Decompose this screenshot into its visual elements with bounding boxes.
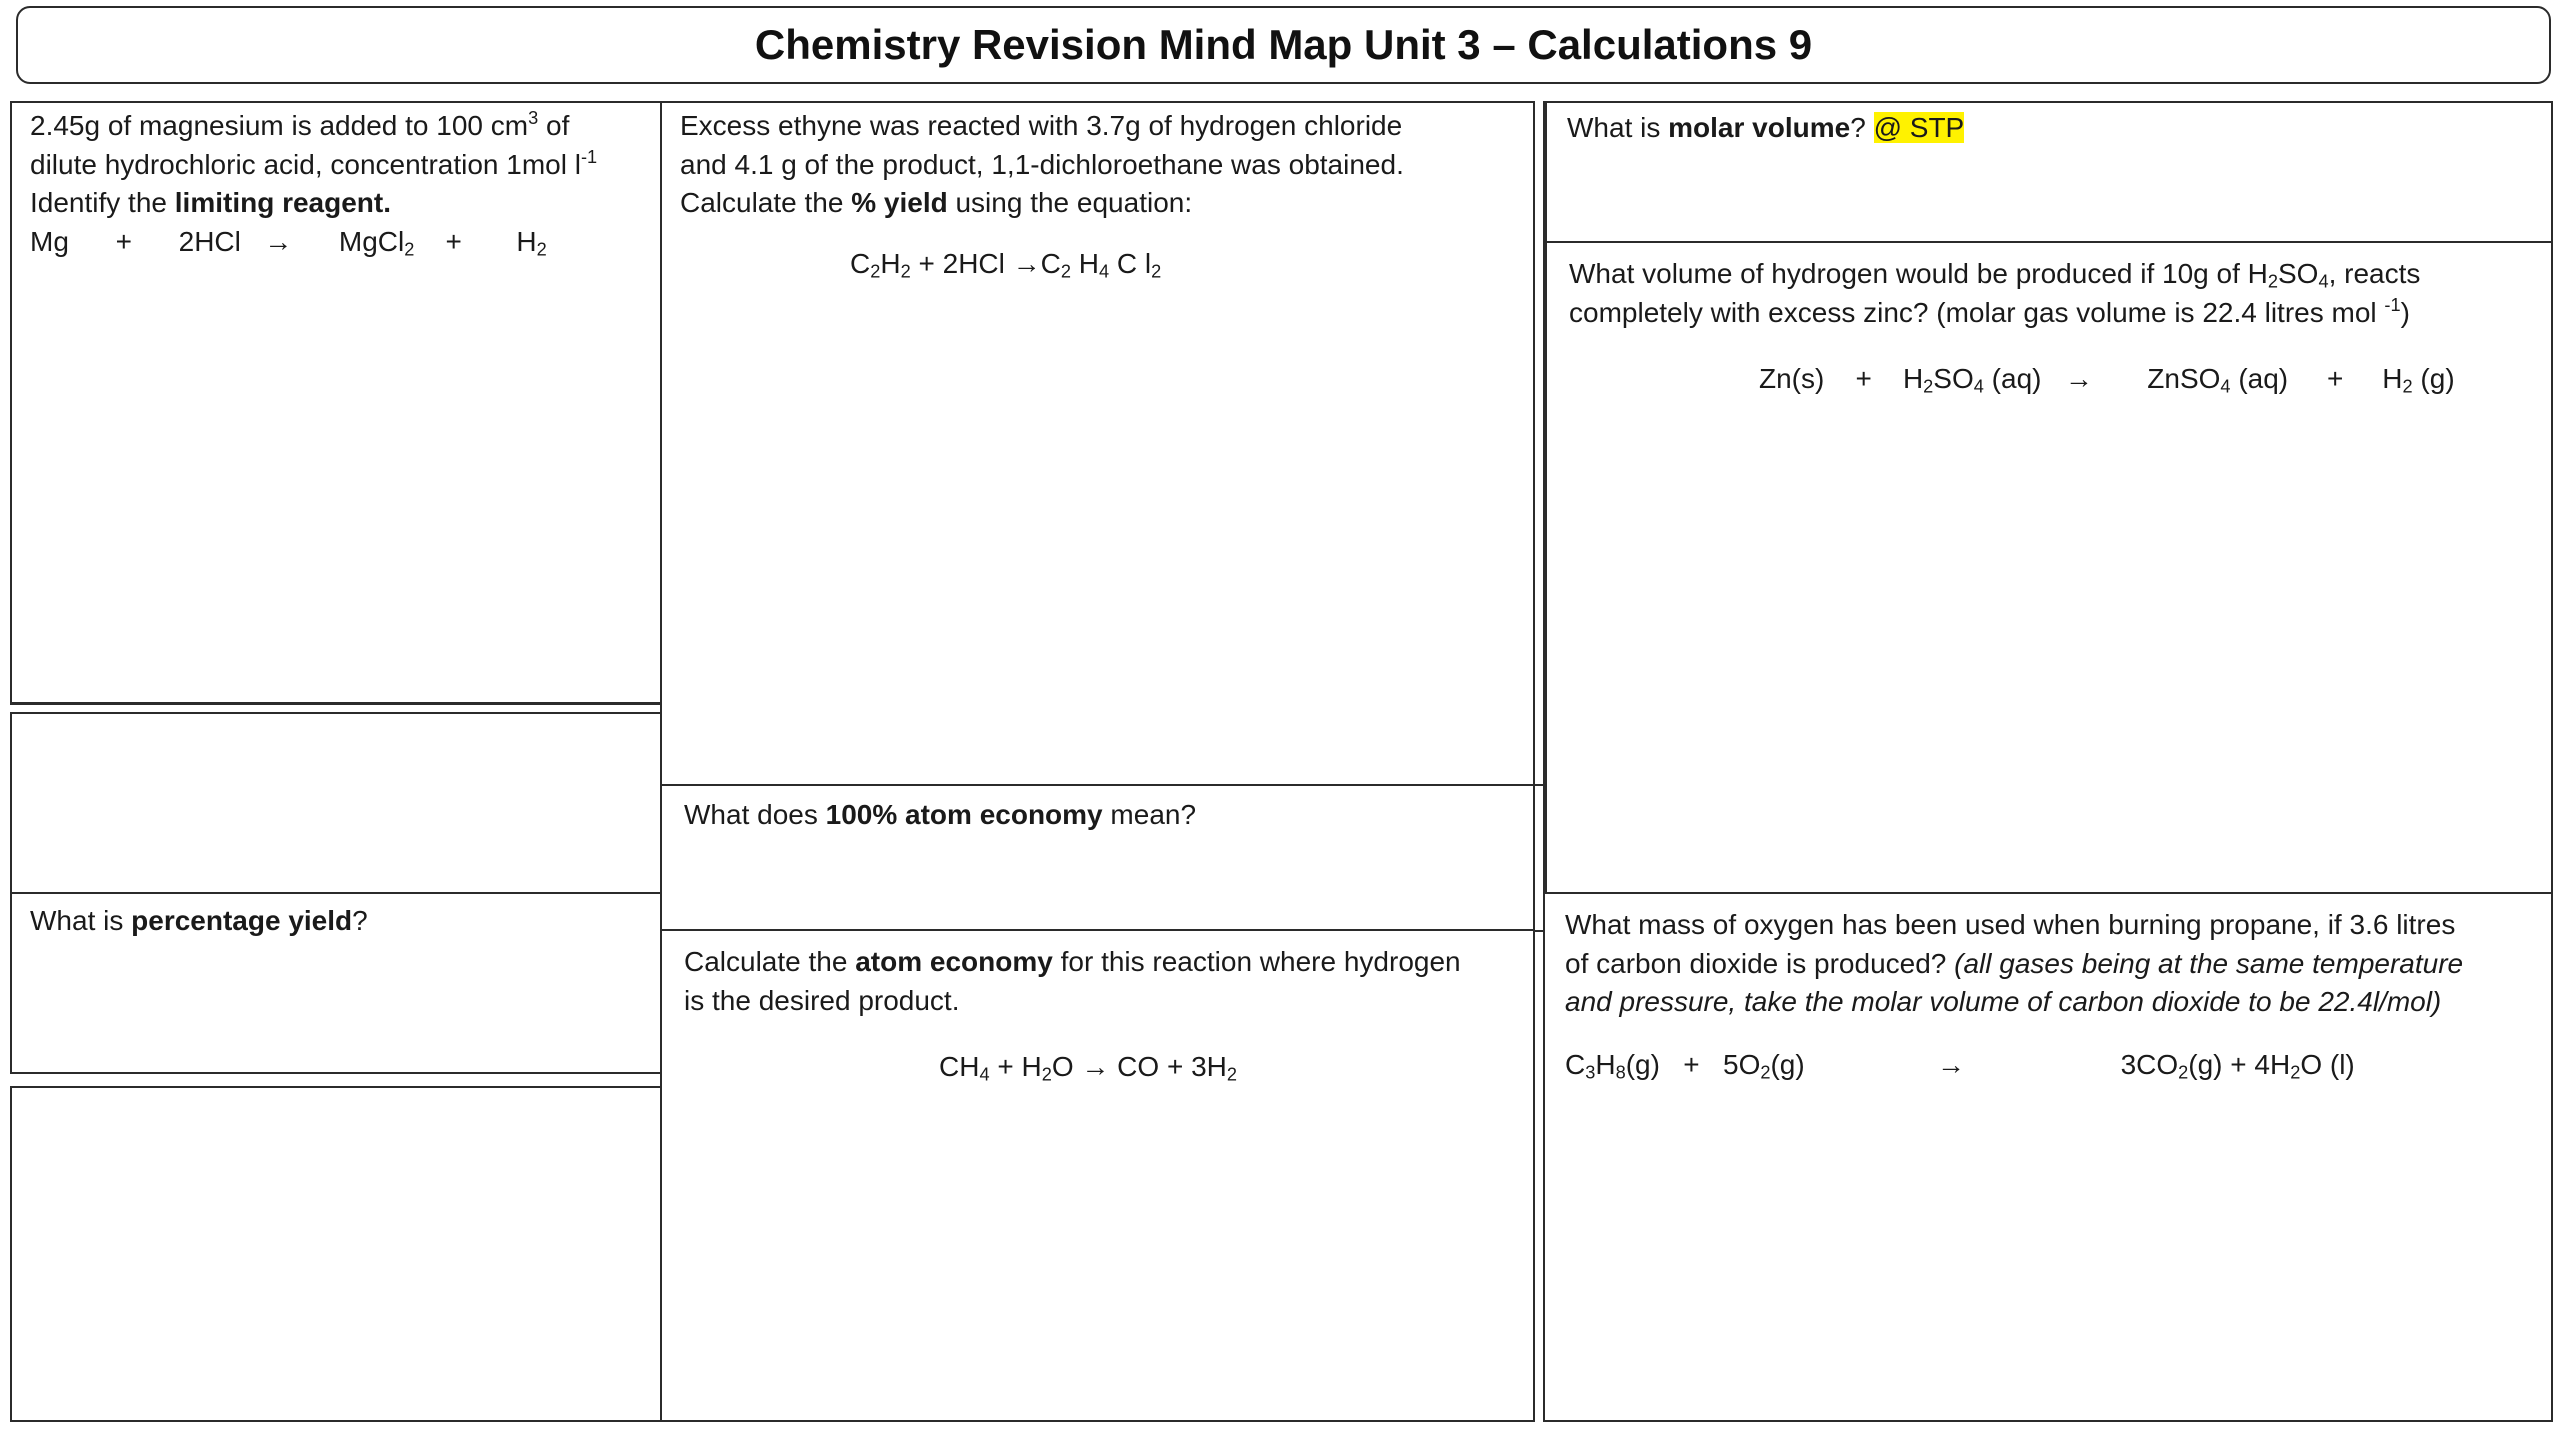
divider	[10, 1072, 662, 1074]
percentage-yield-box	[10, 892, 662, 1074]
atom-economy-calc-box	[660, 929, 1535, 1422]
hydrogen-volume-line-1: What volume of hydrogen would be produced if 10g of $H_2SO_4$, reacts	[1569, 258, 2421, 292]
molar-volume-box	[1543, 101, 2553, 243]
stp-highlight: @ STP	[1873, 112, 1965, 143]
column-divider	[1533, 101, 1535, 1422]
atom-economy-meaning-question: What does 100% atom economy mean?	[684, 799, 1197, 830]
atom-economy-line-2: is the desired product.	[684, 984, 960, 1016]
hydrogen-volume-equation: Zn(s) + $H_2SO_4$ (aq) → ZnSO$_4$ (aq) + $H_2$ (g)	[1759, 363, 2455, 397]
yield-line-3: Calculate the % yield using the equation:	[680, 187, 1193, 219]
hydrogen-volume-box	[1543, 241, 2553, 895]
oxygen-mass-equation: $C_3H_8(g)$ + $5O_2(g)$ → $3CO_2(g) + 4H_2O$ (l)	[1565, 1048, 2355, 1083]
oxygen-mass-line-1: What mass of oxygen has been used when burning propane, if 3.6 litres	[1565, 909, 2456, 940]
yield-calculation-box	[660, 101, 1535, 787]
answer-box-left-bottom	[10, 1086, 662, 1422]
yield-line-2: and 4.1 g of the product, 1,1-dichloroethane was obtained.	[680, 148, 1404, 180]
limiting-line-1: 2.45g of magnesium is added to 100 $cm^3$ of	[30, 108, 570, 141]
yield-equation: $C_2H_2 + 2HCl \to C_2$ $H_4$ C $l_2$	[850, 247, 1162, 282]
divider	[10, 702, 662, 704]
hydrogen-volume-line-2: completely with excess zinc? (molar gas volume is 22.4 litres mol $^{-1}$)	[1569, 294, 2410, 328]
answer-box-left-middle	[10, 712, 662, 894]
oxygen-mass-box	[1543, 892, 2553, 1422]
oxygen-mass-line-2: of carbon dioxide is produced? (all gases being at the same temperature	[1565, 947, 2464, 979]
page-title: Chemistry Revision Mind Map Unit 3 – Calculations 9	[16, 6, 2551, 84]
atom-economy-meaning-box	[660, 784, 1546, 932]
atom-economy-equation: $CH_4 + H_2O$ → CO + $3H_2$	[939, 1051, 1238, 1085]
yield-line-1: Excess ethyne was reacted with 3.7g of hydrogen chloride	[680, 110, 1403, 141]
limiting-reagent-box	[10, 101, 662, 705]
limiting-line-3: Identify the limiting reagent.	[30, 187, 392, 219]
oxygen-mass-line-3: and pressure, take the molar volume of carbon dioxide to be 22.4l/mol)	[1565, 986, 2442, 1018]
atom-economy-line-1: Calculate the atom economy for this reaction where hydrogen	[684, 946, 1461, 977]
molar-volume-question: What is molar volume? @ STP	[1567, 112, 1965, 143]
limiting-equation: Mg + 2HCl → MgCl$_2$ + $H_2$	[30, 225, 547, 260]
percentage-yield-question: What is percentage yield?	[30, 905, 368, 936]
limiting-line-2: dilute hydrochloric acid, concentration 1mol $l^{-1}$	[30, 146, 598, 180]
